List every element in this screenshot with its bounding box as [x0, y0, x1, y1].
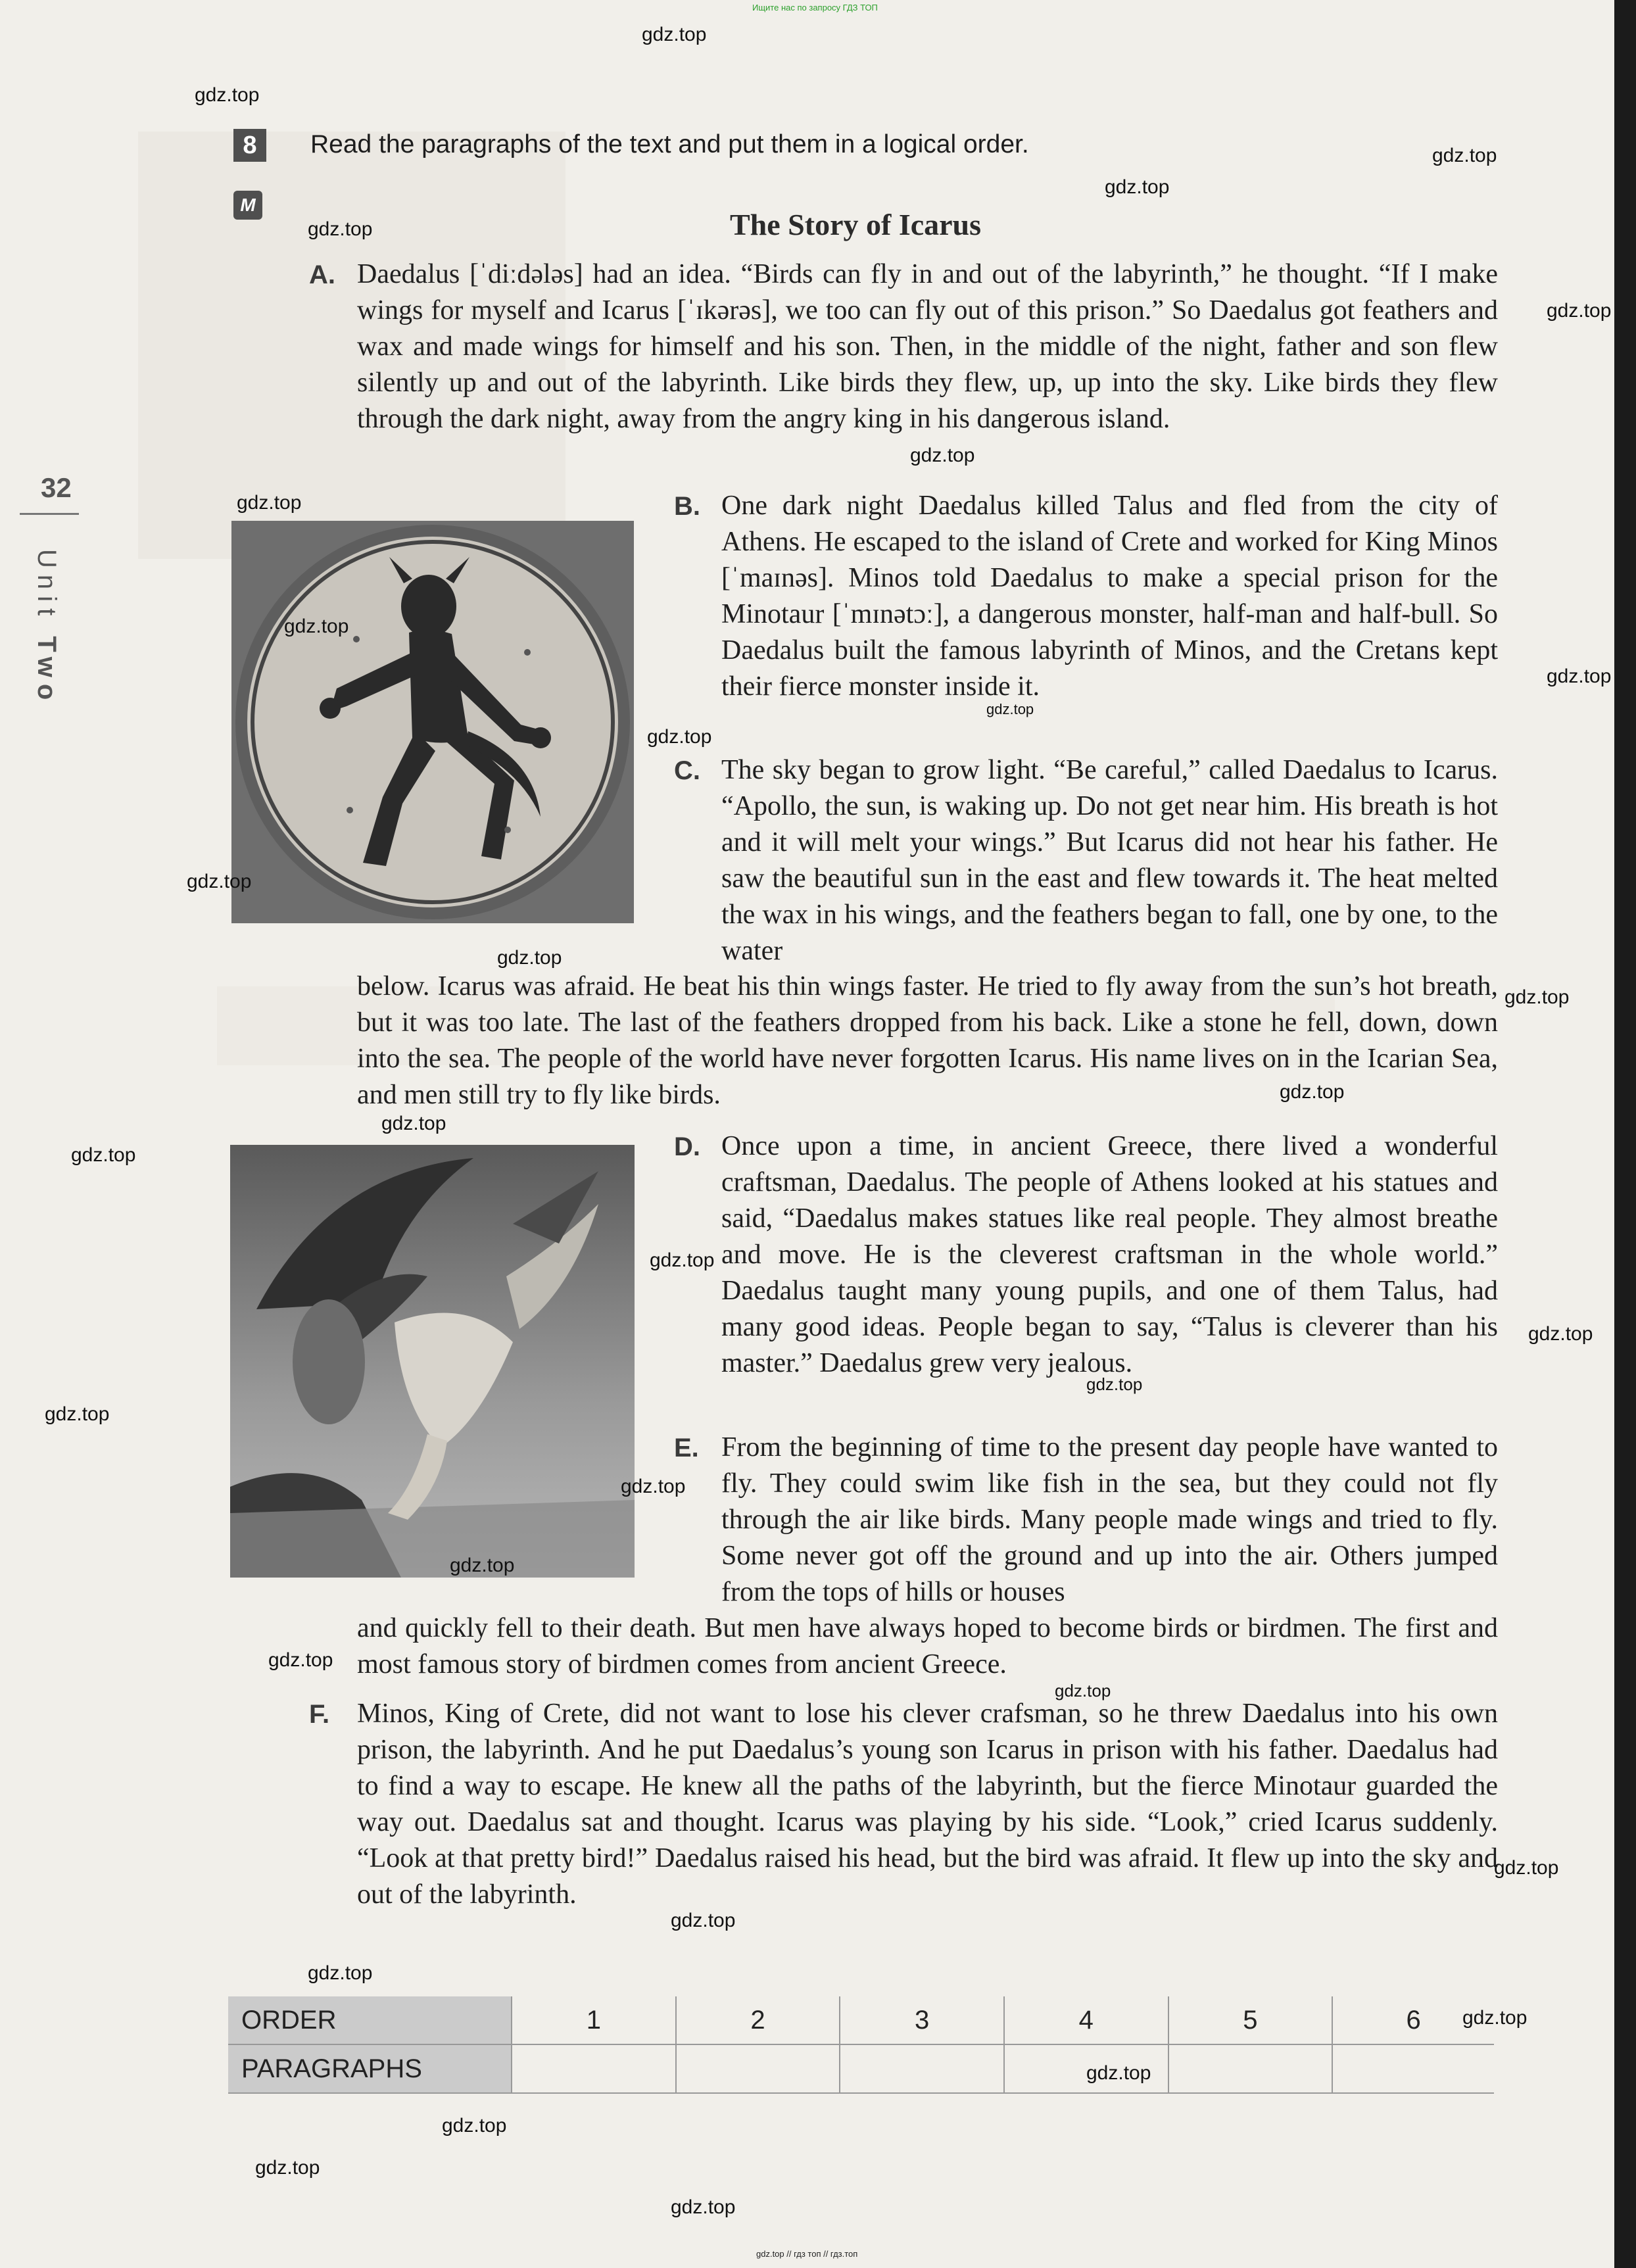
paragraph-letter-e: E. — [674, 1434, 699, 1462]
watermark: gdz.top — [381, 1113, 446, 1134]
watermark: gdz.top — [1504, 986, 1570, 1008]
order-number-4: 4 — [1004, 1996, 1168, 2044]
media-icon: M — [233, 191, 262, 220]
order-number-1: 1 — [512, 1996, 676, 2044]
paragraph-e-part-1: From the beginning of time to the present day people have wanted to fly. They could swim like fish in the sea, but they could not fly through the air like birds. Many people made wings and tried to fly. Some never got off the ground and up into the air. Others jumped from the tops of hills or houses — [721, 1432, 1498, 1607]
top-note: Ищите нас по запросу ГДЗ ТОП — [752, 3, 878, 12]
page-number: 32 — [41, 472, 72, 503]
paragraph-f: Minos, King of Crete, did not want to lose his clever crafsman, so he threw Daedalus into his own prison, the labyrinth. And he put Daedalus’s young son Icarus in prison with his father. Daedalus had to find a way to escape. He knew all the paths of the labyrinth, but the fierce Minotaur guarded the way out. Daedalus sat and thought. Icarus was playing by his side. “Look,” cried Icarus suddenly. “Look at that pretty bird!” Daedalus raised his head, but the bird was afraid. It flew up into the sky and out of the labyrinth. — [357, 1699, 1498, 1910]
answer-cell-6[interactable] — [1332, 2044, 1494, 2093]
watermark: gdz.top — [650, 1249, 715, 1271]
watermark: gdz.top — [308, 218, 373, 240]
minotaur-plate-image — [231, 521, 634, 923]
paragraph-letter-d: D. — [674, 1132, 700, 1161]
watermark: gdz.top — [1432, 145, 1497, 166]
watermark: gdz.top — [497, 947, 562, 969]
watermark: gdz.top — [671, 2196, 736, 2218]
watermark: gdz.top — [187, 871, 252, 892]
paragraph-c-part-1: The sky began to grow light. “Be careful,” called Daedalus to Icarus. “Apollo, the sun, is waking up. Do not get near him. His breath is hot and it will melt your wings.” But Icarus did not hear his father. He saw the beautiful sun in the east and flew towards it. The heat melted the wax in his wings, and the feathers began to fall, one by one, to the water — [721, 755, 1498, 966]
paragraph-c-part-2: below. Icarus was afraid. He beat his thin wings faster. He tried to fly away from the sun’s hot breath, but it was too late. The last of the feathers dropped from his back. Like a stone he fell, down, down into the sea. The people of the world have never forgotten Icarus. His name lives on in the Icarian Sea, and men still try to fly like birds. — [357, 971, 1498, 1110]
order-number-2: 2 — [676, 1996, 840, 2044]
watermark: gdz.top — [986, 701, 1034, 717]
order-row — [228, 1996, 1494, 2044]
order-number-3: 3 — [840, 1996, 1004, 2044]
watermark: gdz.top — [450, 1555, 515, 1576]
watermark: gdz.top — [268, 1649, 333, 1671]
watermark: gdz.top — [1086, 1374, 1143, 1394]
watermark: gdz.top — [45, 1403, 110, 1425]
watermark: gdz.top — [1055, 1681, 1111, 1701]
watermark: gdz.top — [1494, 1857, 1559, 1879]
paragraph-d: Once upon a time, in ancient Greece, there lived a wonderful craftsman, Daedalus. The people of Athens looked at his statues and said, “Daedalus makes statues like real people. They almost breathe and move. He is the cleverest craftsman in the whole world.” Daedalus taught many young pupils, and one of them Talus, had many good ideas. People began to say, “Talus is cleverer than his master.” Daedalus grew very jealous. — [721, 1131, 1498, 1378]
unit-label — [32, 549, 61, 706]
watermark: gdz.top — [1105, 176, 1170, 198]
watermark: gdz.top — [284, 615, 349, 637]
paragraphs-row — [228, 2044, 1494, 2093]
watermark: gdz.top — [1547, 300, 1612, 322]
watermark: gdz.top — [255, 2157, 320, 2179]
story-title: The Story of Icarus — [730, 208, 982, 241]
watermark: gdz.top — [621, 1476, 686, 1497]
paragraph-a: Daedalus [ˈdiːdələs] had an idea. “Birds can fly in and out of the labyrinth,” he thought. “If I make wings for myself and Icarus [ˈɪkərəs], we too can fly out of this prison.” So Daedalus got feathers and wax and made wings for himself and his son. Then, in the middle of the night, father and son flew silently up and out of the labyrinth. Like birds they flew, up, up into the sky. Like birds they flew through the dark night, away from the angry king in his dangerous island. — [357, 259, 1498, 434]
paragraphs-row-label: PARAGRAPHS — [228, 2044, 512, 2093]
paragraph-letter-c: C. — [674, 756, 700, 785]
answer-cell-1[interactable] — [512, 2044, 676, 2093]
watermark: gdz.top — [647, 726, 712, 748]
paragraph-e-part-2: and quickly fell to their death. But men have always hoped to become birds or birdmen. The first and most famous story of birdmen comes from ancient Greece. — [357, 1613, 1498, 1679]
paragraph-letter-a: A. — [309, 260, 335, 289]
paragraph-b: One dark night Daedalus killed Talus and fled from the city of Athens. He escaped to the island of Crete and worked for King Minos [ˈmaɪnəs]. Minos told Daedalus to make a special prison for the Minotaur [ˈmɪnətɔː], a dangerous monster, half-man and half-bull. So Daedalus built the famous labyrinth of Minos, and the Cretans kept their fierce monster inside it. — [721, 491, 1498, 702]
icarus-falling-painting — [230, 1145, 635, 1578]
watermark: gdz.top — [1280, 1081, 1345, 1103]
order-table — [228, 1996, 1494, 2094]
answer-cell-3[interactable] — [840, 2044, 1004, 2093]
paragraph-letter-b: B. — [674, 492, 700, 521]
order-row-label: ORDER — [228, 1996, 512, 2044]
watermark: gdz.top — [308, 1962, 373, 1984]
scan-edge — [1614, 0, 1636, 2268]
task-number-badge: 8 — [233, 129, 266, 162]
watermark: gdz.top — [642, 24, 707, 45]
answer-cell-5[interactable] — [1168, 2044, 1333, 2093]
unit-label-number: Two — [32, 636, 61, 707]
watermark: gdz.top — [1462, 2007, 1528, 2029]
watermark: gdz.top — [910, 445, 975, 466]
watermark: gdz.top — [442, 2115, 507, 2136]
task-instruction: Read the paragraphs of the text and put them in a logical order. — [310, 130, 1029, 158]
page-number-rule — [20, 513, 79, 515]
answer-cell-2[interactable] — [676, 2044, 840, 2093]
order-number-5: 5 — [1168, 1996, 1333, 2044]
unit-label-word: Unit — [32, 549, 61, 623]
paragraph-letter-f: F. — [309, 1700, 330, 1729]
watermark: gdz.top — [71, 1144, 136, 1166]
order-number-6: 6 — [1332, 1996, 1494, 2044]
watermark: gdz.top — [1086, 2062, 1151, 2084]
bottom-note: gdz.top // гдз топ // гдз.топ — [756, 2249, 858, 2259]
watermark: gdz.top — [671, 1910, 736, 1931]
watermark: gdz.top — [1528, 1323, 1593, 1345]
watermark: gdz.top — [237, 492, 302, 514]
watermark: gdz.top — [195, 84, 260, 106]
watermark: gdz.top — [1547, 665, 1612, 687]
